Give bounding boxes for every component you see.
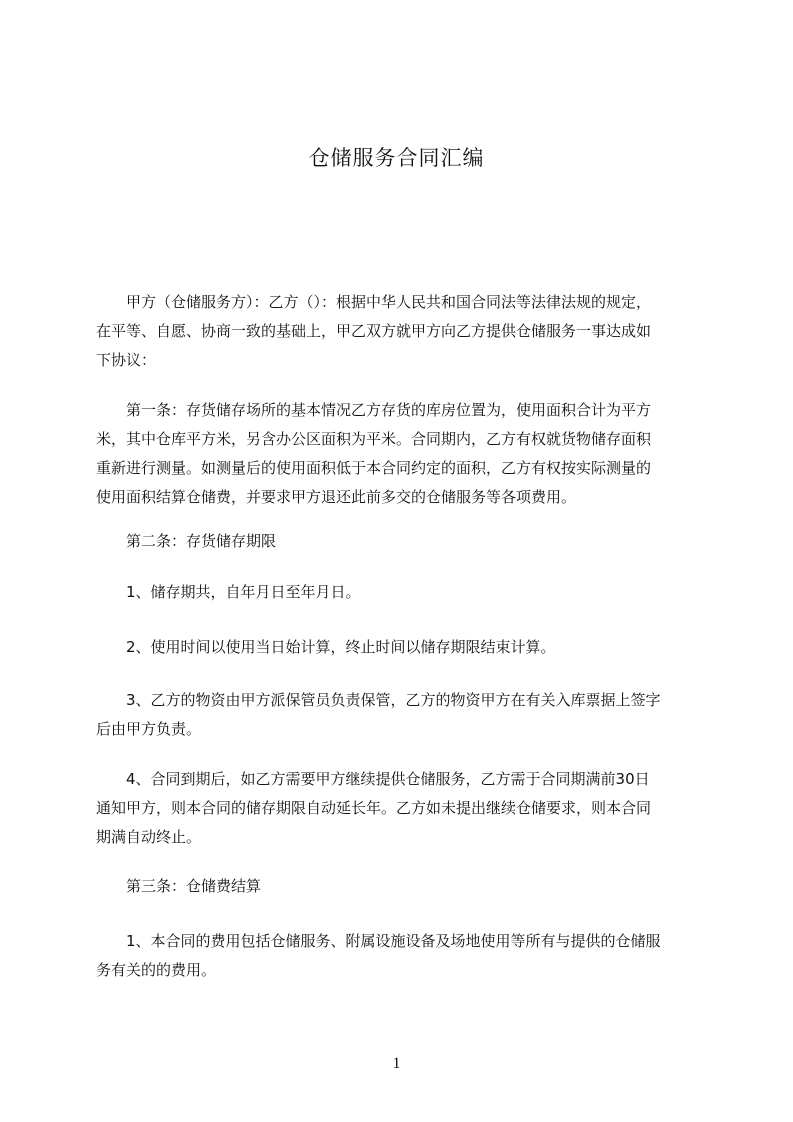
text-line: 在平等、自愿、协商一致的基础上，甲乙双方就甲方向乙方提供仓储服务一事达成如 <box>96 322 652 340</box>
article-2-item-3 <box>96 686 700 744</box>
text-line: 第三条：仓储费结算 <box>96 877 262 895</box>
article-3-item-1 <box>96 927 700 985</box>
text-line: 第二条：存货储存期限 <box>96 532 277 550</box>
text-line: 2、使用时间以使用当日始计算，终止时间以储存期限结束计算。 <box>96 638 556 656</box>
text-line: 3、乙方的物资由甲方派保管员负责保管，乙方的物资甲方在有关入库票据上签字 <box>96 691 661 709</box>
article-2-item-2 <box>96 633 700 662</box>
text-line: 1、储存期共，自年月日至年月日。 <box>96 583 361 601</box>
page-number: 1 <box>392 1055 401 1072</box>
text-line: 1、本合同的费用包括仓储服务、附属设施设备及场地使用等所有与提供的仓储服 <box>96 932 661 950</box>
text-line: 重新进行测量。如测量后的使用面积低于本合同约定的面积，乙方有权按实际测量的 <box>96 459 652 477</box>
preamble-paragraph <box>96 288 700 375</box>
text-line: 期满自动终止。 <box>96 828 202 846</box>
text-line: 第一条：存货储存场所的基本情况乙方存货的库房位置为，使用面积合计为平方 <box>96 401 652 419</box>
article-2-heading <box>96 527 700 556</box>
article-1-paragraph <box>96 396 700 512</box>
article-2-item-4 <box>96 765 700 852</box>
text-line: 4、合同到期后，如乙方需要甲方继续提供仓储服务，乙方需于合同期满前30日 <box>96 770 650 788</box>
text-line: 甲方（仓储服务方）：乙方（）：根据中华人民共和国合同法等法律法规的规定， <box>96 293 652 311</box>
text-line: 通知甲方，则本合同的储存期限自动延长年。乙方如未提出继续仓储要求，则本合同 <box>96 799 652 817</box>
article-3-heading <box>96 872 700 901</box>
text-line: 下协议： <box>96 351 157 369</box>
article-2-item-1 <box>96 578 700 607</box>
document-title: 仓储服务合同汇编 <box>308 146 485 170</box>
text-line: 使用面积结算仓储费，并要求甲方退还此前多交的仓储服务等各项费用。 <box>96 488 577 506</box>
text-line: 务有关的的费用。 <box>96 961 217 979</box>
text-line: 米，其中仓库平方米，另含办公区面积为平米。合同期内，乙方有权就货物储存面积 <box>96 430 652 448</box>
text-line: 后由甲方负责。 <box>96 720 202 738</box>
